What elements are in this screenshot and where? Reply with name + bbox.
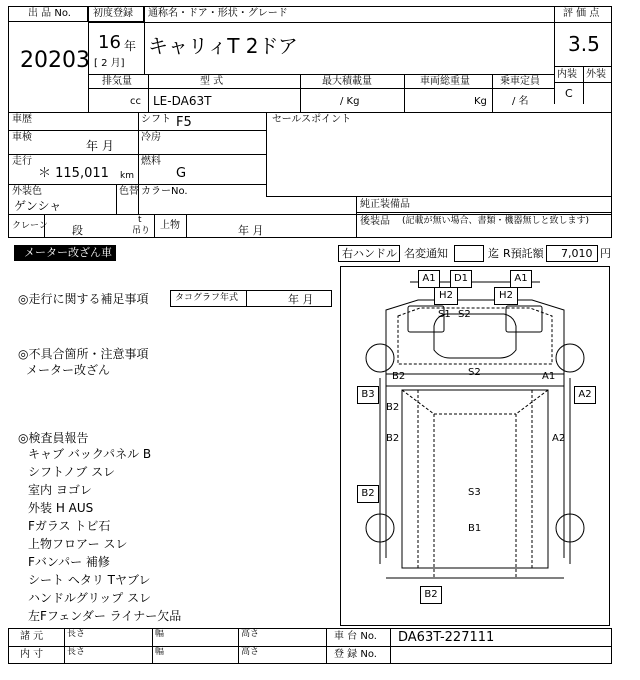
mark-H2-left: H2: [434, 287, 458, 305]
rating-value: 3.5: [568, 32, 600, 56]
deadline-label: 迄: [488, 247, 499, 260]
maxload-label: 最大積載量: [322, 76, 372, 87]
cargo-value: 年 月: [238, 224, 264, 237]
width-label: 幅: [155, 629, 165, 639]
tacho-value: 年 月: [288, 293, 314, 306]
inspector-title: ◎検査員報告: [18, 431, 89, 445]
mark-B2-left-box: B2: [357, 485, 379, 503]
reg-year: 16: [98, 32, 121, 53]
type-value: LE-DA63T: [153, 94, 212, 108]
mileage-value: ＊ 115,011: [38, 166, 109, 181]
steering-label: 右ハンドル: [342, 247, 397, 260]
mileage-label: 走行: [12, 156, 32, 167]
report-line: シフトノブ スレ: [28, 465, 116, 479]
history-label: 車歴: [12, 114, 32, 125]
lift-label: 吊り: [132, 226, 151, 236]
lot-number: 20203: [20, 48, 90, 73]
name-change-box: [454, 245, 484, 262]
model-header: 通称名・ドア・形状・グレード: [148, 8, 288, 19]
ac-label: 冷房: [141, 132, 161, 143]
inspection-label: 車検: [12, 132, 32, 143]
ext-color-value: ゲンシャ: [14, 199, 62, 213]
cargo-label: 上物: [160, 220, 180, 231]
mark-B2-rear: B2: [420, 586, 442, 604]
mark-A1-right-cab: A1: [542, 371, 556, 382]
tampered-banner: [14, 245, 116, 261]
capacity-value: / 名: [512, 96, 529, 107]
lot-label: 出 品 No.: [28, 8, 71, 19]
mileage-unit: km: [120, 171, 134, 181]
truck-diagram: [340, 266, 610, 626]
report-line: Fバンパー 補修: [28, 555, 110, 569]
capacity-label: 乗車定員: [500, 76, 540, 87]
height-label: 高さ: [241, 629, 260, 639]
mark-S1: S1: [438, 309, 451, 320]
mark-A2-bed: A2: [552, 433, 566, 444]
mark-B1: B1: [468, 523, 482, 534]
type-label: 型 式: [200, 76, 224, 87]
reg-month: [ 2 月]: [94, 58, 125, 69]
driving-title: ◎走行に関する補足事項: [18, 292, 149, 306]
recycle-unit: 円: [600, 247, 611, 260]
recycle-value: 7,010: [561, 247, 593, 260]
footer-row1-label: 諸 元: [20, 631, 44, 642]
length-label: 長さ: [67, 647, 86, 657]
ext-color-label: 外装色: [12, 186, 42, 197]
footer-row2-label: 内 寸: [20, 649, 44, 660]
name-change-label: 名変通知: [404, 247, 448, 260]
tampered-text: メーター改ざん車: [24, 246, 112, 259]
report-line: 上物フロアー スレ: [28, 537, 128, 551]
mark-S3: S3: [468, 487, 481, 498]
recycle-label: R預託額: [503, 247, 544, 260]
crane-label: クレーン: [12, 221, 48, 231]
model-name: キャリィT 2ドア: [148, 34, 298, 58]
exterior-label: 外装: [586, 69, 606, 80]
defect-1: メーター改ざん: [26, 363, 111, 377]
rating-label: 評 価 点: [563, 8, 600, 19]
reg-year-unit: 年: [124, 39, 137, 53]
report-line: シート ヘタリ Tヤブレ: [28, 573, 151, 587]
mark-S2-seat: S2: [468, 367, 481, 378]
mark-B2-bed-1: B2: [386, 402, 400, 413]
height-label: 高さ: [241, 647, 260, 657]
shift-value: F5: [176, 115, 192, 130]
first-reg-label: 初度登録: [93, 8, 133, 19]
disp-unit: cc: [130, 96, 141, 107]
sales-point-label: セールスポイント: [272, 114, 352, 125]
report-line: ハンドルグリップ スレ: [28, 591, 152, 605]
crane-steps: 段: [72, 224, 83, 237]
mark-B2-left-cab: B2: [392, 371, 406, 382]
fuel-label: 燃料: [141, 156, 161, 167]
reg-label: 登 録 No.: [334, 649, 377, 660]
defects-title: ◎不具合箇所・注意事項: [18, 347, 149, 361]
tacho-label: タコグラフ年式: [175, 293, 239, 303]
inspection-value: 年 月: [86, 139, 114, 153]
gross-label: 車両総重量: [420, 76, 470, 87]
width-label: 幅: [155, 647, 165, 657]
mark-B2-bed-2: B2: [386, 433, 400, 444]
report-line: Fガラス トビ石: [28, 519, 111, 533]
gross-value: Kg: [474, 96, 487, 107]
mark-D1: D1: [450, 270, 472, 288]
lift-t: t: [138, 215, 142, 225]
aftermarket-note: (記載が無い場合、書類・機器無しと致します): [402, 216, 590, 226]
std-equip-label: 純正装備品: [360, 199, 410, 210]
report-line: キャブ バックパネル B: [28, 447, 152, 461]
color-code-label: カラーNo.: [141, 186, 188, 197]
report-line: 外装 H AUS: [28, 501, 94, 515]
color-no-label: 色替: [119, 186, 139, 197]
length-label: 長さ: [67, 629, 86, 639]
aftermarket-label: 後装品: [360, 216, 390, 227]
fuel-value: G: [176, 166, 187, 181]
mark-B3: B3: [357, 386, 379, 404]
shift-label: シフト: [141, 114, 171, 125]
mark-A2-right-box: A2: [574, 386, 596, 404]
maxload-value: / Kg: [340, 96, 360, 107]
interior-label: 内装: [557, 69, 577, 80]
mark-H2-right: H2: [494, 287, 518, 305]
mark-A1-left: A1: [418, 270, 440, 288]
report-line: 室内 ヨゴレ: [28, 483, 92, 497]
disp-label: 排気量: [102, 76, 132, 87]
chassis-label: 車 台 No.: [334, 631, 377, 642]
report-line: 左Fフェンダー ライナー欠品: [28, 609, 182, 623]
mark-A1-right: A1: [510, 270, 532, 288]
interior-grade: C: [565, 87, 573, 100]
mark-S2-cab: S2: [458, 309, 471, 320]
chassis-value: DA63T-227111: [398, 630, 495, 645]
